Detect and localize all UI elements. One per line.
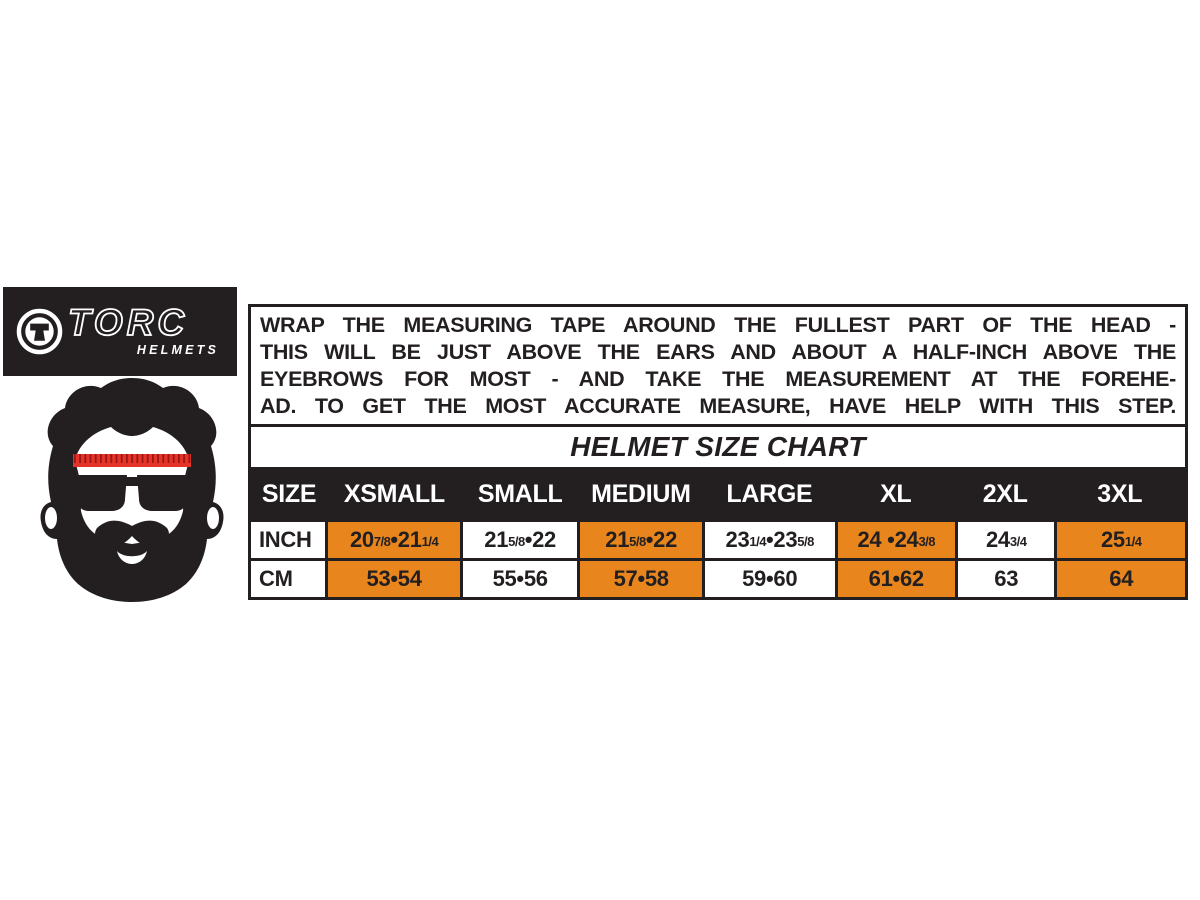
cell-cm-2xl: 63 (958, 561, 1054, 597)
instruction-line-1: WRAP THE MEASURING TAPE AROUND THE FULLEST PART OF THE HEAD - (260, 313, 1176, 337)
header-cell-small: SMALL (477, 480, 563, 508)
instruction-line-2: THIS WILL BE JUST ABOVE THE EARS AND ABOUT A HALF-INCH ABOVE THE (260, 340, 1176, 364)
instruction-line-4: AD. TO GET THE MOST ACCURATE MEASURE, HAVE HELP WITH THIS STEP. (260, 394, 1176, 418)
cell-cm-xl: 61•62 (838, 561, 956, 597)
header-cell-xsmall: XSMALL (343, 480, 445, 508)
header-cell-3xl: 3XL (1097, 480, 1143, 508)
cell-inch-2xl: 24 $^{3/4}$ (958, 522, 1054, 558)
header-cell-medium: MEDIUM (591, 480, 691, 508)
left-ear (45, 507, 57, 529)
measuring-tape-band (73, 454, 191, 467)
cell-cm-3xl: 64 (1057, 561, 1185, 597)
bearded-man-illustration (33, 378, 231, 602)
size-chart-title: HELMET SIZE CHART (251, 427, 1185, 467)
cell-cm-medium: 57•58 (580, 561, 702, 597)
right-ear (207, 507, 219, 529)
cell-inch-xl: 24 •24 $^{3/8}$ (838, 522, 956, 558)
cell-cm-small: 55•56 (463, 561, 578, 597)
torc-helmets-tagline: HELMETS (136, 343, 219, 357)
size-table-body (251, 522, 1185, 597)
torc-brand-text: TORC (68, 302, 189, 343)
cell-cm-xsmall: 53•54 (328, 561, 460, 597)
cell-inch-medium: 21 $^{5/8}$ •22 (580, 522, 702, 558)
cell-cm-large: 59•60 (705, 561, 835, 597)
header-cell-xl: XL (880, 480, 912, 508)
cell-inch-small: 21 $^{5/8}$ •22 (463, 522, 578, 558)
torc-wordmark (67, 299, 229, 365)
cell-inch-large: 23 $^{1/4}$ •23 $^{5/8}$ (705, 522, 835, 558)
header-cell-size: SIZE (261, 480, 317, 508)
row-label-inch: INCH (251, 522, 325, 558)
instruction-line-3: EYEBROWS FOR MOST - AND TAKE THE MEASUREMENT AT THE FOREHE- (260, 367, 1176, 391)
torc-logo (3, 287, 237, 376)
size-table-header (251, 467, 1185, 522)
cell-inch-xsmall: 20 $^{7/8}$ •21 $^{1/4}$ (328, 522, 460, 558)
torc-circle-t-icon (16, 308, 63, 355)
header-cell-large: LARGE (726, 480, 813, 508)
measuring-instructions (251, 307, 1185, 427)
row-label-cm: CM (251, 561, 325, 597)
size-chart-panel (248, 304, 1188, 600)
header-cell-2xl: 2XL (982, 480, 1028, 508)
cell-inch-3xl: 25 $^{1/4}$ (1057, 522, 1185, 558)
